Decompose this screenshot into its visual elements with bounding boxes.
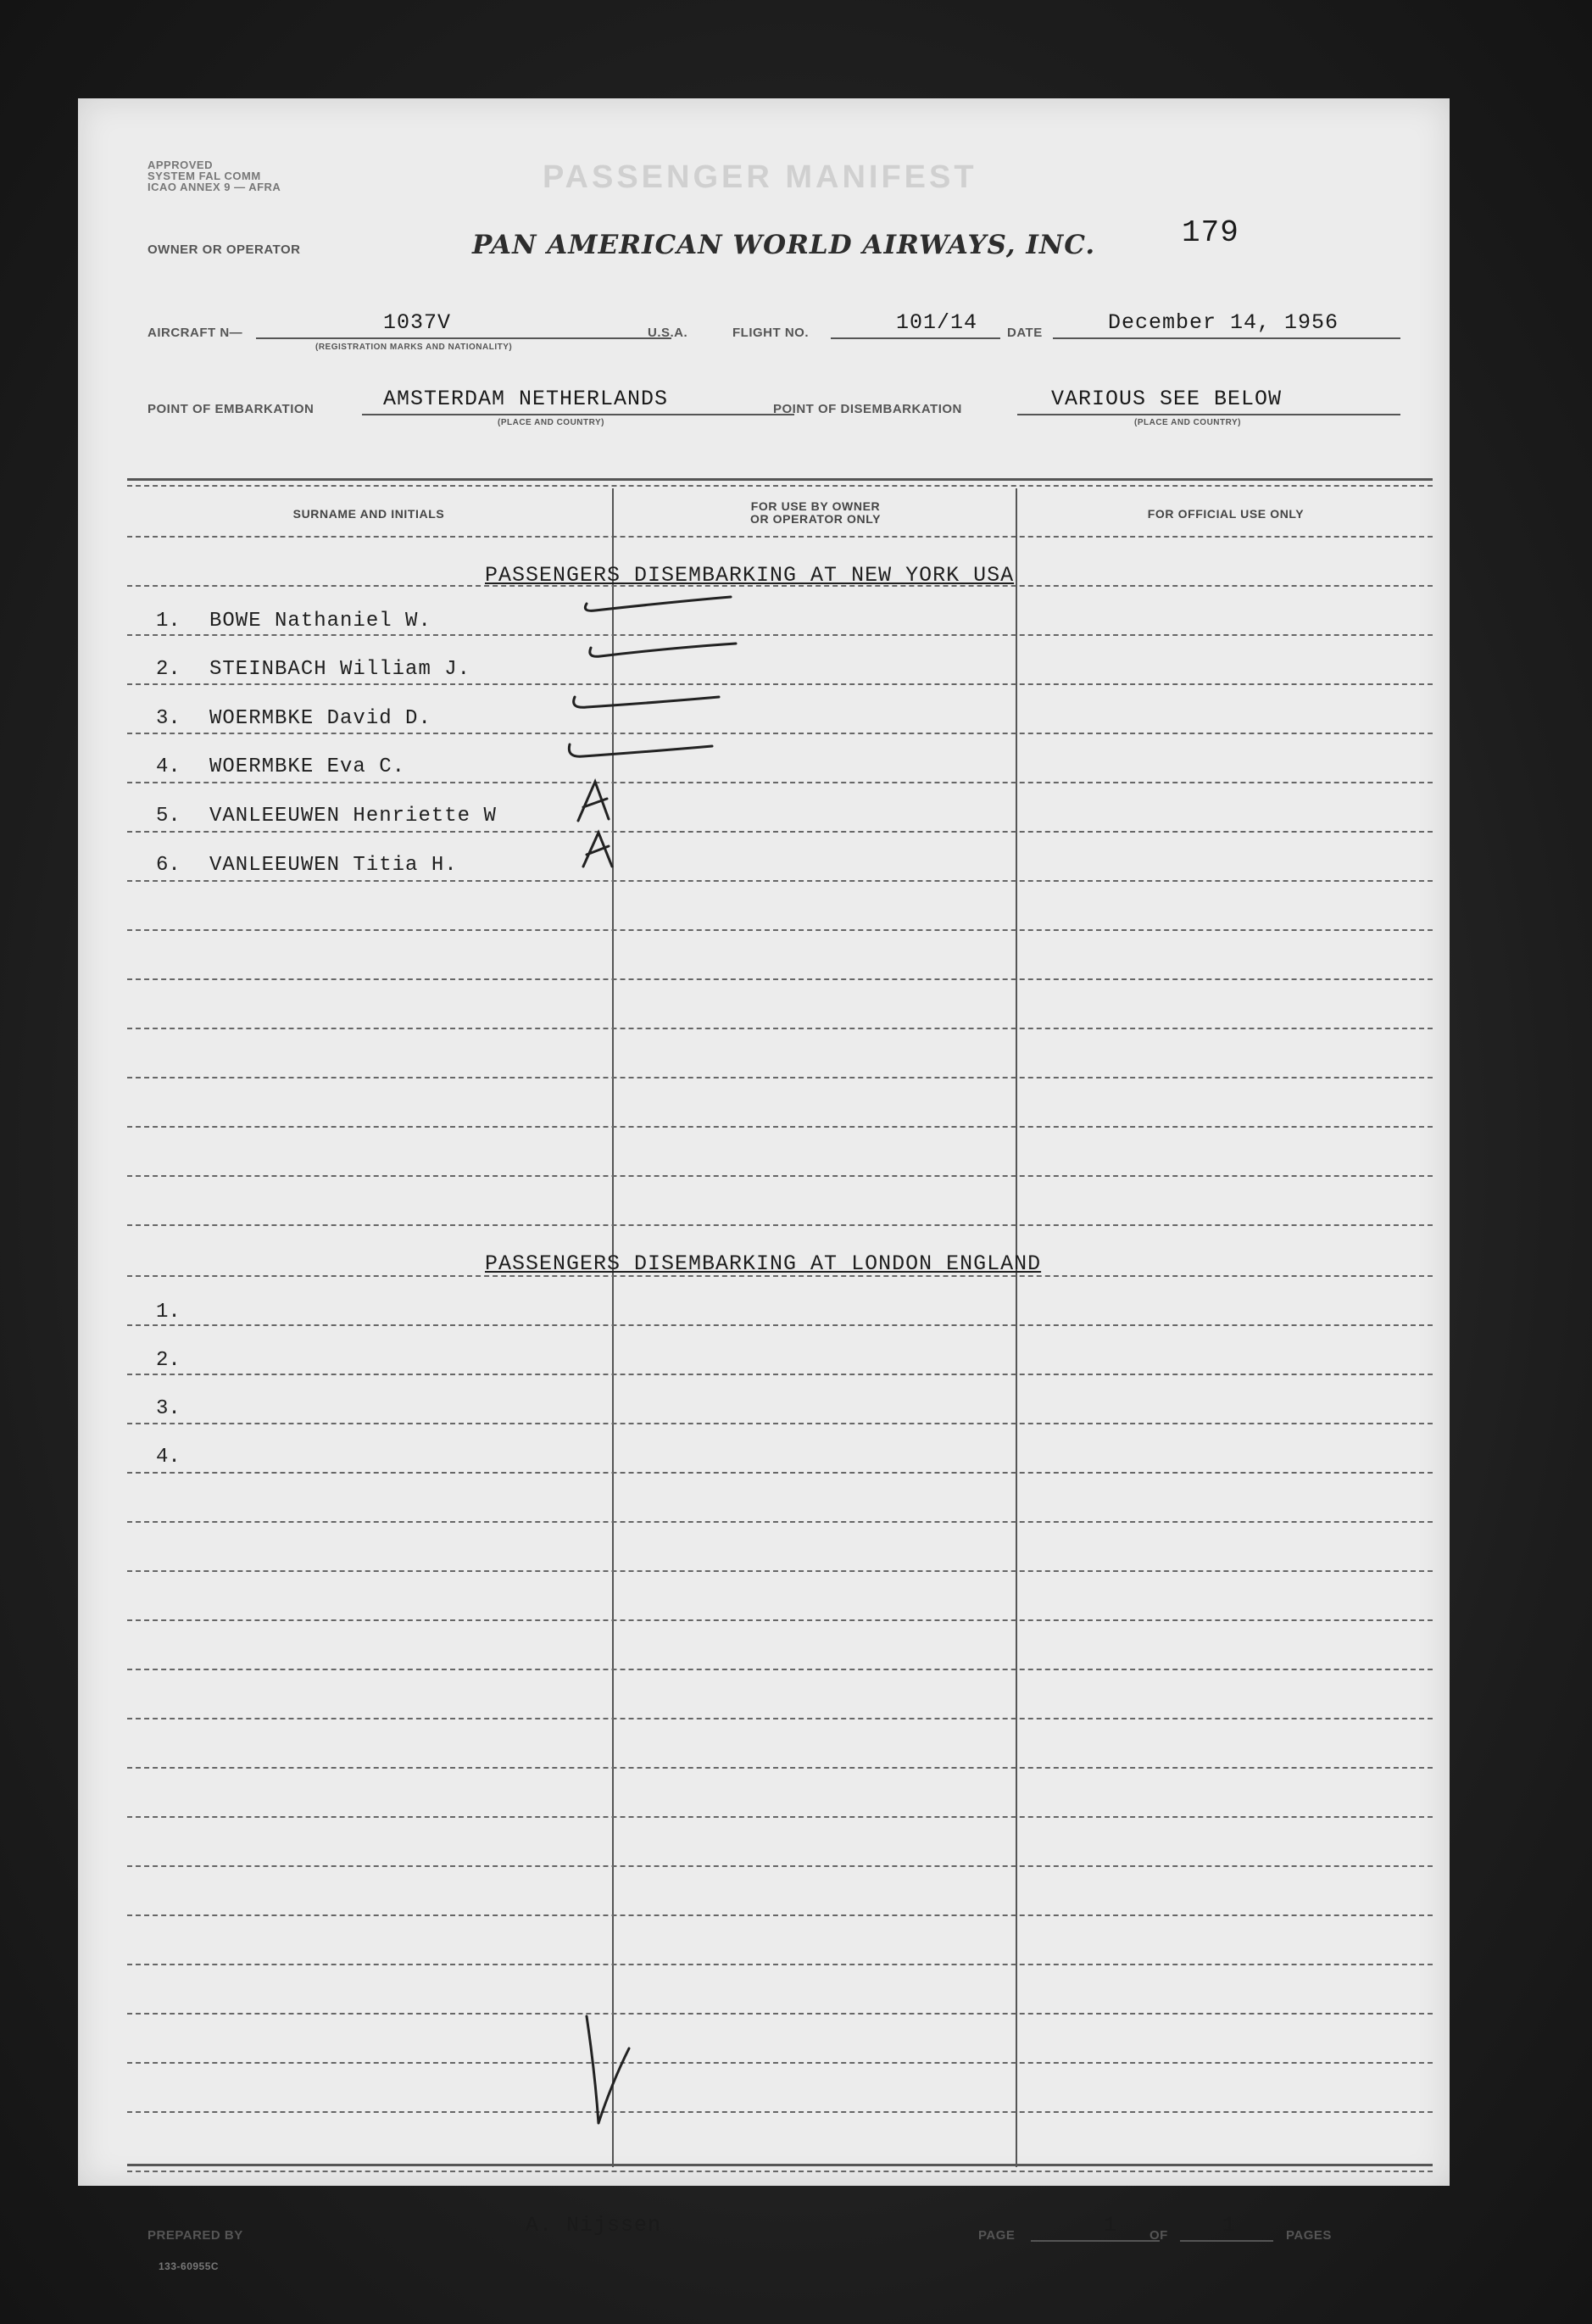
handwritten-marks [78,98,1450,2186]
row-number: 1. [156,1301,181,1324]
form-number: 133-60955C [159,2260,220,2272]
page-underline [1031,2240,1160,2242]
row-number: 4. [156,755,181,778]
prepared-label: PREPARED BY [148,2228,243,2243]
ditto-mark [583,833,612,867]
of-value: 1 [1222,2213,1237,2238]
column-header-owner-use-line: OR OPERATOR ONLY [749,512,882,526]
row-number: 4. [156,1446,181,1469]
of-underline [1180,2240,1273,2242]
approval-line: ICAO ANNEX 9 — AFRA [148,181,281,193]
page-value: 1 [1104,2213,1118,2238]
row-number: 2. [156,658,181,681]
passenger-name: STEINBACH William J. [209,658,471,681]
aircraft-label: AIRCRAFT N— [148,326,243,340]
manifest-sheet [78,98,1450,2272]
column-header-official: FOR OFFICIAL USE ONLY [1147,507,1305,521]
tick-mark [574,697,719,707]
passenger-name: WOERMBKE David D. [209,707,431,730]
passenger-name: WOERMBKE Eva C. [209,755,406,778]
passenger-name: BOWE Nathaniel W. [209,610,431,633]
embark-value: AMSTERDAM NETHERLANDS [383,387,669,411]
aircraft-value: 1037V [383,310,452,335]
prepared-value: A. Nijssen [526,2213,662,2238]
row-number: 3. [156,707,181,730]
passenger-name: VANLEEUWEN Henriette W [209,805,497,828]
sheet-number: 179 [1182,215,1239,250]
flight-value: 101/14 [896,310,978,335]
approval-line: APPROVED [148,159,213,171]
tick-mark [590,644,736,656]
pages-label: PAGES [1286,2228,1332,2243]
row-number: 2. [156,1349,181,1372]
column-header-owner-use-line: FOR USE BY OWNER [750,499,881,513]
usa-label: U.S.A. [648,326,688,340]
page-label: PAGE [978,2228,1016,2243]
of-label: OF [1149,2228,1168,2243]
embark-sub: (PLACE AND COUNTRY) [498,418,604,427]
signature-stroke [587,2016,629,2123]
row-number: 1. [156,610,181,633]
section-heading-london: PASSENGERS DISEMBARKING AT LONDON ENGLAND [485,1251,1042,1276]
date-value: December 14, 1956 [1108,310,1339,335]
row-number: 6. [156,854,181,877]
disembark-value: VARIOUS SEE BELOW [1051,387,1283,411]
disembark-label: POINT OF DISEMBARKATION [773,402,962,416]
passenger-name: VANLEEUWEN Titia H. [209,854,458,877]
disembark-sub: (PLACE AND COUNTRY) [1134,418,1241,427]
flight-label: FLIGHT NO. [732,326,809,340]
owner-label: OWNER OR OPERATOR [148,242,301,257]
ditto-mark [578,782,609,821]
aircraft-sub: (REGISTRATION MARKS AND NATIONALITY) [315,343,513,352]
column-header-surname: SURNAME AND INITIALS [292,507,445,521]
form-title: PASSENGER MANIFEST [543,159,977,195]
section-heading-new-york: PASSENGERS DISEMBARKING AT NEW YORK USA [485,563,1015,588]
tick-mark [569,744,712,756]
tick-mark [585,597,731,610]
date-label: DATE [1007,326,1043,340]
owner-value: PAN AMERICAN WORLD AIRWAYS, INC. [472,230,1096,260]
row-number: 5. [156,805,181,828]
check-marks [569,597,736,2123]
approval-line: SYSTEM FAL COMM [148,170,261,182]
row-number: 3. [156,1397,181,1420]
embark-label: POINT OF EMBARKATION [148,402,315,416]
